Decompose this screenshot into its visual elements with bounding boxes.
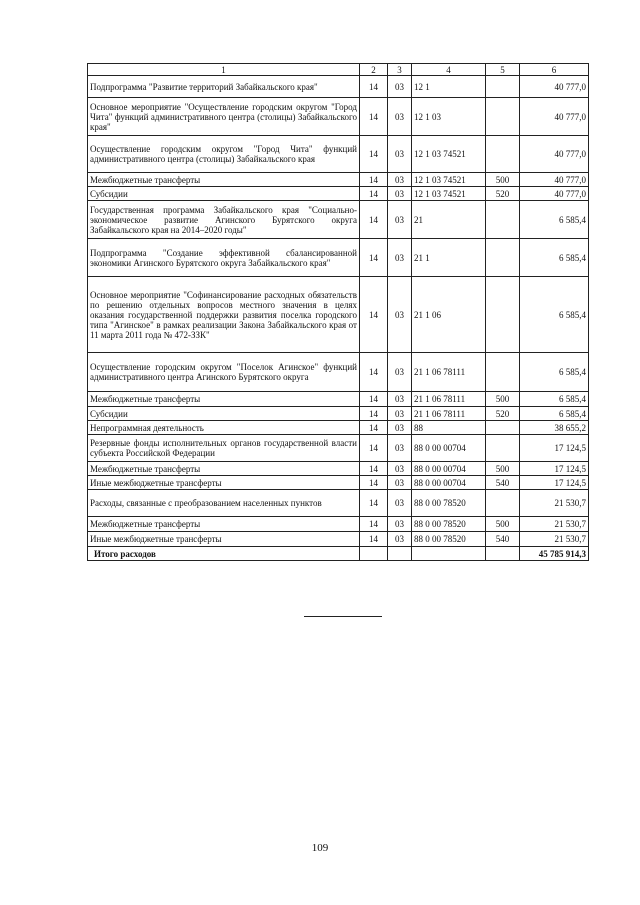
row-name: Осуществление городским округом "Поселок Агинское" функций административного центра Агинского Бурятского округа (88, 353, 360, 392)
row-subsection: 03 (388, 407, 412, 421)
row-amount: 17 124,5 (520, 435, 589, 462)
row-subsection: 03 (388, 532, 412, 547)
row-name: Иные межбюджетные трансферты (88, 532, 360, 547)
table-row (88, 136, 589, 173)
table-row (88, 76, 589, 98)
row-target-code: 12 1 03 74521 (412, 187, 486, 201)
budget-table (87, 63, 589, 561)
row-amount: 6 585,4 (520, 392, 589, 407)
table-row (88, 435, 589, 462)
row-amount: 21 530,7 (520, 532, 589, 547)
row-name: Иные межбюджетные трансферты (88, 476, 360, 490)
row-amount: 21 530,7 (520, 490, 589, 517)
row-target-code: 88 0 00 78520 (412, 532, 486, 547)
row-amount: 6 585,4 (520, 239, 589, 277)
row-expense-type: 500 (486, 173, 520, 187)
row-expense-type (486, 136, 520, 173)
row-subsection: 03 (388, 187, 412, 201)
table-row (88, 421, 589, 435)
row-expense-type: 520 (486, 187, 520, 201)
row-section: 14 (360, 98, 388, 136)
row-name: Основное мероприятие "Софинансирование расходных обязательств по решению отдельных вопросов местного значения в целях оказания государственной поддержки развития поселка городского типа "Агинское" в рамках реализации Закона Забайкальского края от 11 марта 2011 года № 472-ЗЗК" (88, 277, 360, 353)
row-amount: 40 777,0 (520, 173, 589, 187)
table-row (88, 173, 589, 187)
row-subsection: 03 (388, 201, 412, 239)
end-divider (304, 616, 382, 617)
row-amount: 6 585,4 (520, 277, 589, 353)
row-expense-type (486, 353, 520, 392)
table-row (88, 476, 589, 490)
row-section: 14 (360, 476, 388, 490)
row-target-code: 12 1 (412, 76, 486, 98)
header-col-1: 1 (88, 64, 360, 76)
row-subsection: 03 (388, 392, 412, 407)
row-subsection: 03 (388, 435, 412, 462)
row-amount: 40 777,0 (520, 187, 589, 201)
row-target-code: 21 1 06 78111 (412, 407, 486, 421)
row-target-code: 88 0 00 00704 (412, 462, 486, 476)
row-expense-type: 540 (486, 532, 520, 547)
row-subsection: 03 (388, 476, 412, 490)
row-target-code: 12 1 03 74521 (412, 136, 486, 173)
row-target-code: 88 0 00 00704 (412, 435, 486, 462)
row-expense-type (486, 239, 520, 277)
row-name: Осуществление городским округом "Город Чита" функций административного центра (столицы) Забайкальского края (88, 136, 360, 173)
row-target-code: 21 1 06 (412, 277, 486, 353)
header-row (88, 64, 589, 76)
row-amount: 6 585,4 (520, 353, 589, 392)
row-section: 14 (360, 277, 388, 353)
header-col-6: 6 (520, 64, 589, 76)
row-expense-type (486, 421, 520, 435)
total-value: 45 785 914,3 (520, 547, 589, 561)
row-section: 14 (360, 532, 388, 547)
row-name: Субсидии (88, 187, 360, 201)
row-name: Субсидии (88, 407, 360, 421)
row-subsection: 03 (388, 136, 412, 173)
row-amount: 6 585,4 (520, 201, 589, 239)
row-name: Межбюджетные трансферты (88, 517, 360, 532)
header-col-5: 5 (486, 64, 520, 76)
row-section: 14 (360, 201, 388, 239)
total-empty-cell (388, 547, 412, 561)
row-subsection: 03 (388, 462, 412, 476)
row-subsection: 03 (388, 353, 412, 392)
row-subsection: 03 (388, 277, 412, 353)
table-row (88, 490, 589, 517)
header-col-2: 2 (360, 64, 388, 76)
row-name: Межбюджетные трансферты (88, 173, 360, 187)
row-expense-type: 520 (486, 407, 520, 421)
page-number: 109 (311, 842, 329, 854)
row-subsection: 03 (388, 517, 412, 532)
row-name: Межбюджетные трансферты (88, 392, 360, 407)
row-expense-type: 500 (486, 517, 520, 532)
row-target-code: 21 1 (412, 239, 486, 277)
row-target-code: 21 (412, 201, 486, 239)
row-amount: 17 124,5 (520, 462, 589, 476)
row-amount: 17 124,5 (520, 476, 589, 490)
table-row (88, 277, 589, 353)
row-amount: 40 777,0 (520, 76, 589, 98)
row-section: 14 (360, 76, 388, 98)
row-section: 14 (360, 353, 388, 392)
row-name: Межбюджетные трансферты (88, 462, 360, 476)
total-label: Итого расходов (88, 547, 360, 561)
row-amount: 40 777,0 (520, 136, 589, 173)
row-section: 14 (360, 462, 388, 476)
row-target-code: 88 (412, 421, 486, 435)
row-amount: 21 530,7 (520, 517, 589, 532)
row-subsection: 03 (388, 98, 412, 136)
row-section: 14 (360, 392, 388, 407)
row-subsection: 03 (388, 421, 412, 435)
total-empty-cell (486, 547, 520, 561)
table-body (88, 76, 589, 561)
row-section: 14 (360, 517, 388, 532)
row-section: 14 (360, 490, 388, 517)
row-name: Подпрограмма "Развитие территорий Забайкальского края" (88, 76, 360, 98)
table-row (88, 407, 589, 421)
header-col-4: 4 (412, 64, 486, 76)
row-expense-type (486, 277, 520, 353)
row-expense-type (486, 201, 520, 239)
row-target-code: 21 1 06 78111 (412, 353, 486, 392)
row-subsection: 03 (388, 490, 412, 517)
row-section: 14 (360, 173, 388, 187)
row-target-code: 88 0 00 78520 (412, 490, 486, 517)
row-expense-type (486, 435, 520, 462)
table-row (88, 201, 589, 239)
row-expense-type: 500 (486, 462, 520, 476)
table-row (88, 462, 589, 476)
row-name: Основное мероприятие "Осуществление городским округом "Город Чита" функций административного центра (столицы) Забайкальского края" (88, 98, 360, 136)
row-section: 14 (360, 407, 388, 421)
row-target-code: 21 1 06 78111 (412, 392, 486, 407)
row-section: 14 (360, 435, 388, 462)
row-section: 14 (360, 421, 388, 435)
row-name: Подпрограмма "Создание эффективной сбалансированной экономики Агинского Бурятского округа Забайкальского края" (88, 239, 360, 277)
row-target-code: 88 0 00 00704 (412, 476, 486, 490)
row-subsection: 03 (388, 76, 412, 98)
row-section: 14 (360, 239, 388, 277)
row-expense-type (486, 490, 520, 517)
row-expense-type (486, 98, 520, 136)
header-col-3: 3 (388, 64, 412, 76)
row-subsection: 03 (388, 239, 412, 277)
row-target-code: 12 1 03 (412, 98, 486, 136)
row-section: 14 (360, 136, 388, 173)
table-row (88, 239, 589, 277)
table-row (88, 187, 589, 201)
total-row (88, 547, 589, 561)
row-target-code: 12 1 03 74521 (412, 173, 486, 187)
total-empty-cell (412, 547, 486, 561)
row-expense-type (486, 76, 520, 98)
row-name: Непрограммная деятельность (88, 421, 360, 435)
row-section: 14 (360, 187, 388, 201)
table-row (88, 392, 589, 407)
table-row (88, 532, 589, 547)
table-row (88, 98, 589, 136)
row-name: Расходы, связанные с преобразованием населенных пунктов (88, 490, 360, 517)
row-expense-type: 500 (486, 392, 520, 407)
row-amount: 40 777,0 (520, 98, 589, 136)
row-subsection: 03 (388, 173, 412, 187)
row-name: Государственная программа Забайкальского края "Социально-экономическое развитие Агинского Бурятского округа Забайкальского края на 2014–2020 годы" (88, 201, 360, 239)
row-name: Резервные фонды исполнительных органов государственной власти субъекта Российской Федерации (88, 435, 360, 462)
row-target-code: 88 0 00 78520 (412, 517, 486, 532)
row-amount: 38 655,2 (520, 421, 589, 435)
table-row (88, 517, 589, 532)
row-expense-type: 540 (486, 476, 520, 490)
total-empty-cell (360, 547, 388, 561)
row-amount: 6 585,4 (520, 407, 589, 421)
table-row (88, 353, 589, 392)
